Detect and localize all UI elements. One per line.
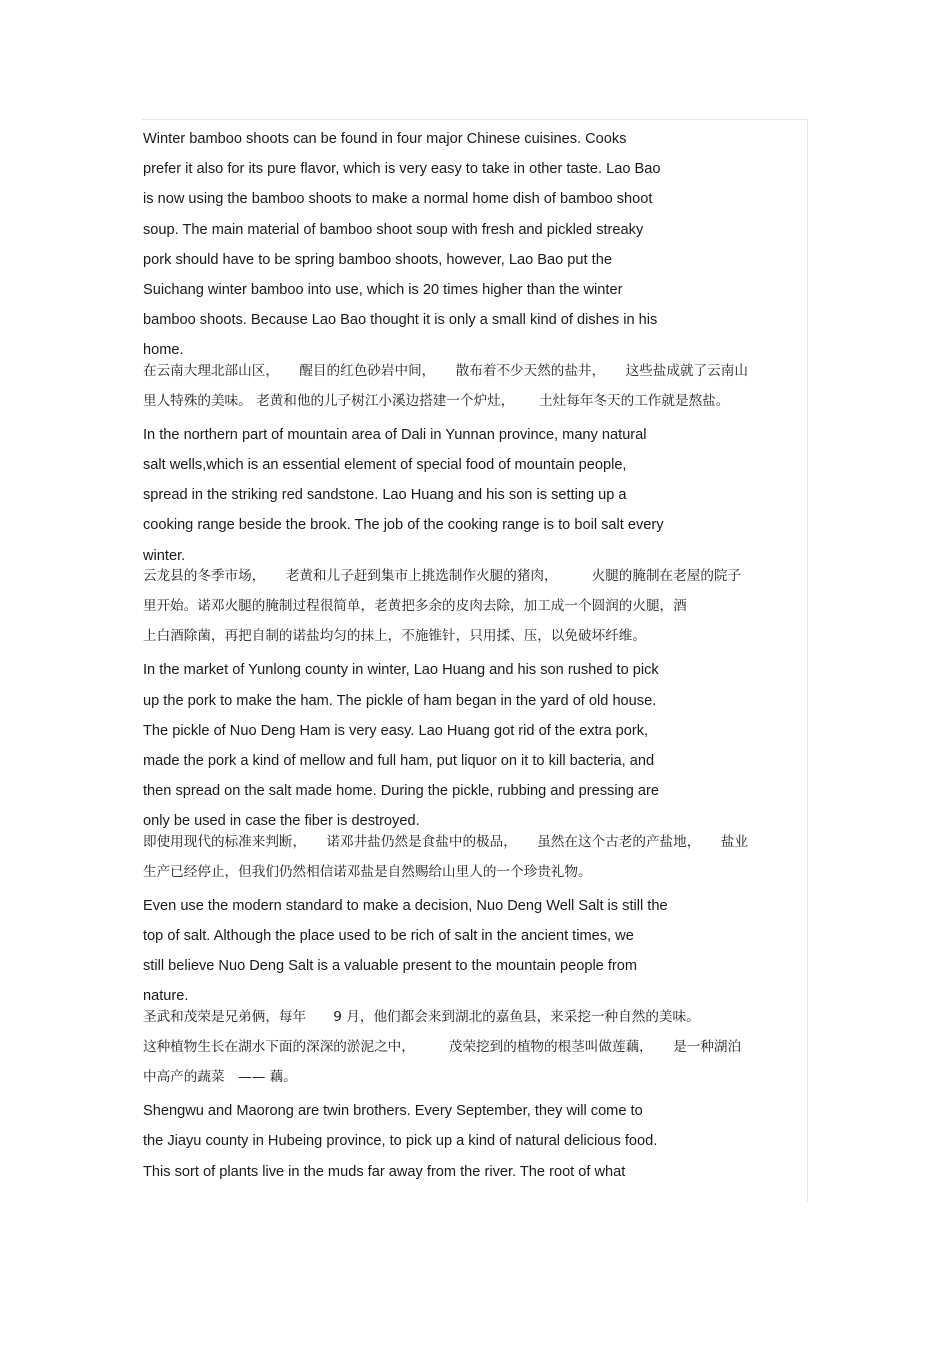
chinese-paragraph [143, 1002, 808, 1093]
text-line: Shengwu and Maorong are twin brothers. Every September, they will come to [143, 1103, 643, 1120]
english-paragraph [143, 420, 808, 571]
text-line: salt wells,which is an essential element of special food of mountain people, [143, 457, 627, 474]
text-line: Even use the modern standard to make a decision, Nuo Deng Well Salt is still the [143, 897, 668, 914]
text-line: In the market of Yunlong county in winter, Lao Huang and his son rushed to pick [143, 662, 659, 679]
text-line: is now using the bamboo shoots to make a normal home dish of bamboo shoot [143, 191, 653, 208]
text-line: nature. [143, 988, 189, 1005]
text-line: prefer it also for its pure flavor, which is very easy to take in other taste. Lao Bao [143, 161, 661, 178]
text-line: 生产已经停止，但我们仍然相信诺邓盐是自然赐给山里人的一个珍贵礼物。 [143, 863, 592, 880]
text-line: soup. The main material of bamboo shoot soup with fresh and pickled streaky [143, 221, 644, 238]
text-line: top of salt. Although the place used to be rich of salt in the ancient times, we [143, 928, 634, 945]
text-line: made the pork a kind of mellow and full ham, put liquor on it to kill bacteria, and [143, 752, 655, 769]
text-line: only be used in case the fiber is destroyed. [143, 813, 420, 830]
text-line: The pickle of Nuo Deng Ham is very easy. Lao Huang got rid of the extra pork, [143, 722, 649, 739]
text-line: bamboo shoots. Because Lao Bao thought it is only a small kind of dishes in his [143, 312, 658, 329]
text-line: 里人特殊的美味。 老黄和他的儿子树江小溪边搭建一个炉灶， 土灶每年冬天的工作就是熬盐。 [143, 392, 730, 409]
text-line: 中高产的蔬菜 —— 藕。 [143, 1069, 297, 1085]
text-line: up the pork to make the ham. The pickle of ham began in the yard of old house. [143, 692, 657, 709]
text-line: spread in the striking red sandstone. Lao Huang and his son is setting up a [143, 487, 627, 504]
chinese-paragraph [143, 356, 808, 416]
chinese-paragraph [143, 561, 808, 652]
text-line: Winter bamboo shoots can be found in four major Chinese cuisines. Cooks [143, 131, 627, 147]
text-line: 里开始。诺邓火腿的腌制过程很简单，老黄把多余的皮肉去除，加工成一个圆润的火腿，酒 [143, 598, 687, 614]
document-body [143, 124, 808, 1187]
text-line: 这种植物生长在湖水下面的深深的淤泥之中， 茂荣挖到的植物的根茎叫做莲藕， 是一种湖泊 [143, 1038, 742, 1055]
english-paragraph [143, 1096, 808, 1187]
text-line: 云龙县的冬季市场， 老黄和儿子赶到集市上挑选制作火腿的猪肉， 火腿的腌制在老屋的院子 [143, 567, 742, 584]
text-line: the Jiayu county in Hubeing province, to pick up a kind of natural delicious food. [143, 1133, 658, 1150]
text-line: cooking range beside the brook. The job of the cooking range is to boil salt every [143, 517, 664, 534]
text-line: 在云南大理北部山区， 醒目的红色砂岩中间， 散布着不少天然的盐井， 这些盐成就了云南山 [143, 362, 748, 379]
text-line: then spread on the salt made home. During the pickle, rubbing and pressing are [143, 783, 659, 800]
english-paragraph [143, 891, 808, 1012]
chinese-paragraph [143, 827, 808, 887]
text-line: In the northern part of mountain area of Dali in Yunnan province, many natural [143, 426, 647, 443]
text-line: This sort of plants live in the muds far away from the river. The root of what [143, 1163, 626, 1180]
english-paragraph [143, 655, 808, 836]
text-line: 圣武和茂荣是兄弟俩，每年 9 月，他们都会来到湖北的嘉鱼县，来采挖一种自然的美味。 [143, 1008, 700, 1025]
text-line: home. [143, 342, 184, 359]
text-line: winter. [143, 547, 186, 564]
text-line: pork should have to be spring bamboo shoots, however, Lao Bao put the [143, 251, 612, 268]
text-line: Suichang winter bamboo into use, which is 20 times higher than the winter [143, 281, 623, 298]
text-line: 即使用现代的标准来判断， 诺邓井盐仍然是食盐中的极品， 虽然在这个古老的产盐地， 盐业 [143, 833, 748, 850]
text-line: 上白酒除菌，再把自制的诺盐均匀的抹上，不施锥针，只用揉、压，以免破坏纤维。 [143, 628, 646, 645]
text-line: still believe Nuo Deng Salt is a valuable present to the mountain people from [143, 958, 638, 975]
english-paragraph [143, 124, 808, 366]
